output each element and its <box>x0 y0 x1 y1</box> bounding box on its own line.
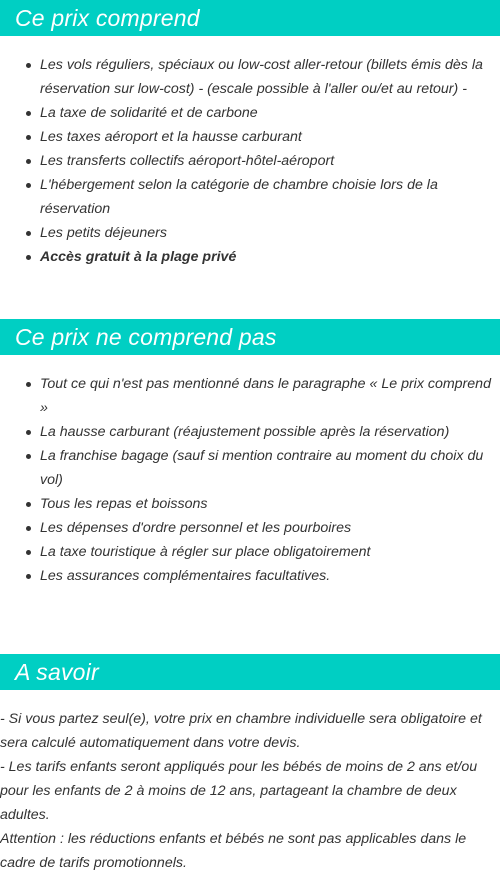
list-item: Les assurances complémentaires facultatives. <box>0 564 500 588</box>
section-title-a-savoir: A savoir <box>15 659 99 685</box>
list-comprend <box>0 53 500 269</box>
bullet-icon <box>26 382 31 387</box>
list-item: Les transferts collectifs aéroport-hôtel-aéroport <box>0 149 500 173</box>
a-savoir-paragraph: - Si vous partez seul(e), votre prix en chambre individuelle sera obligatoire et sera calculé automatiquement dans votre devis. <box>0 711 482 751</box>
bullet-icon <box>26 502 31 507</box>
section-header-comprend <box>0 0 500 36</box>
list-item: Les vols réguliers, spéciaux ou low-cost aller-retour (billets émis dès la réservation sur low-cost) - (escale possible à l'aller ou/et au retour) - <box>0 53 500 101</box>
a-savoir-paragraph: - Les tarifs enfants seront appliqués pour les bébés de moins de 2 ans et/ou pour les enfants de 2 à moins de 12 ans, partageant la chambre de deux adultes. <box>0 759 478 823</box>
bullet-icon <box>26 574 31 579</box>
list-ne-comprend-pas <box>0 372 500 588</box>
list-item: La taxe de solidarité et de carbone <box>0 101 500 125</box>
bullet-icon <box>26 526 31 531</box>
list-item: L'hébergement selon la catégorie de chambre choisie lors de la réservation <box>0 173 500 221</box>
bullet-icon <box>26 63 31 68</box>
bullet-icon <box>26 135 31 140</box>
bullet-icon <box>26 231 31 236</box>
bullet-icon <box>26 255 31 260</box>
bullet-icon <box>26 454 31 459</box>
bullet-icon <box>26 550 31 555</box>
list-item: Les taxes aéroport et la hausse carburant <box>0 125 500 149</box>
list-item: Les dépenses d'ordre personnel et les pourboires <box>0 516 500 540</box>
list-item: Les petits déjeuners <box>0 221 500 245</box>
list-item: La taxe touristique à régler sur place obligatoirement <box>0 540 500 564</box>
list-item: La hausse carburant (réajustement possible après la réservation) <box>0 420 500 444</box>
a-savoir-paragraph: Attention : les réductions enfants et bébés ne sont pas applicables dans le cadre de tarifs promotionnels. <box>0 831 467 871</box>
list-item: Tout ce qui n'est pas mentionné dans le paragraphe « Le prix comprend » <box>0 372 500 420</box>
a-savoir-text <box>0 707 500 875</box>
list-item: La franchise bagage (sauf si mention contraire au moment du choix du vol) <box>0 444 500 492</box>
section-header-ne-comprend-pas <box>0 319 500 355</box>
section-header-a-savoir <box>0 654 500 690</box>
bullet-icon <box>26 111 31 116</box>
bullet-icon <box>26 159 31 164</box>
list-item: Tous les repas et boissons <box>0 492 500 516</box>
bullet-icon <box>26 183 31 188</box>
bullet-icon <box>26 430 31 435</box>
section-title-ne-comprend-pas: Ce prix ne comprend pas <box>15 324 277 350</box>
section-title-comprend: Ce prix comprend <box>15 5 200 31</box>
list-item-highlight: Accès gratuit à la plage privé <box>0 245 500 269</box>
